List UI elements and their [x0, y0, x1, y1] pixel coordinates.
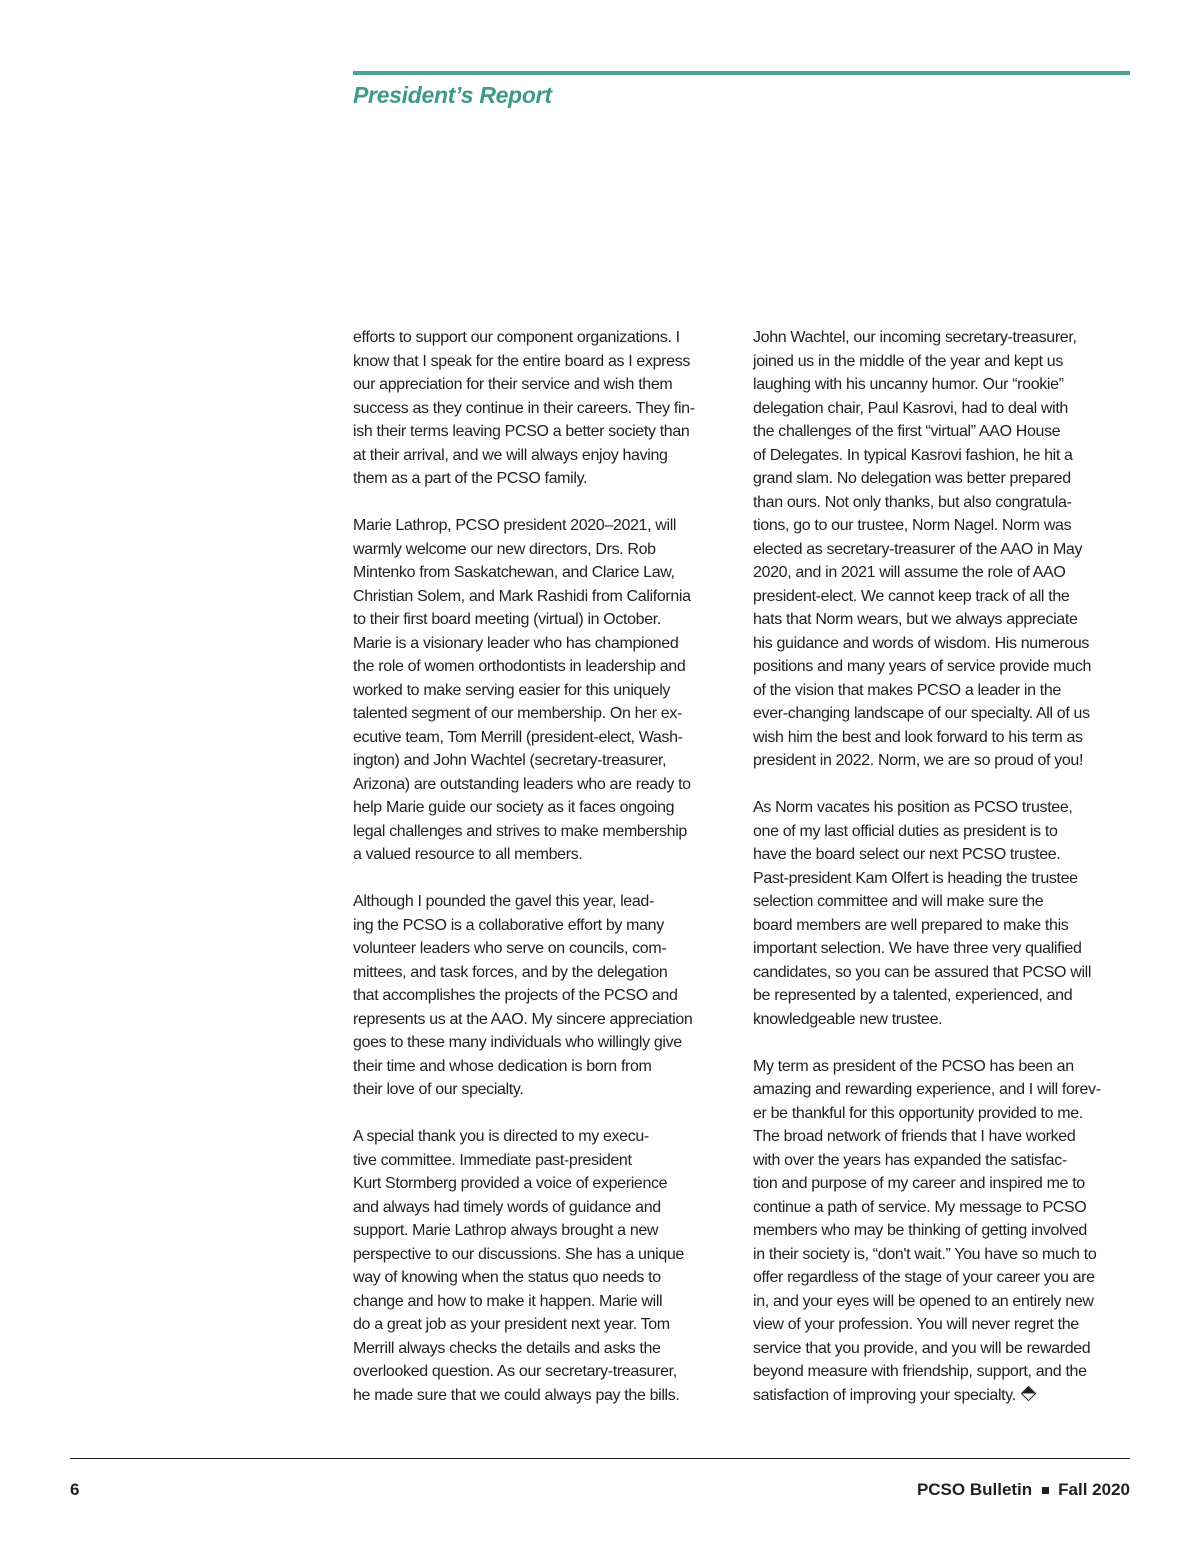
- paragraph: efforts to support our component organizations. I know that I speak for the entire board as I express our appreciation for their service and wish them success as they continue in their careers. They fin- ish their terms leaving PCSO a better society than at their arrival, and we will always enjoy having them as a part of the PCSO family.: [353, 329, 695, 487]
- paragraph: As Norm vacates his position as PCSO trustee, one of my last official duties as president is to have the board select our next PCSO trustee. Past-president Kam Olfert is heading the trustee selection committee and will make sure the board members are well prepared to make this important selection. We have three very qualified candidates, so you can be assured that PCSO will be represented by a talented, experienced, and knowledgeable new trustee.: [753, 799, 1092, 1028]
- footer-publication-info: [917, 1480, 1130, 1500]
- paragraph-final: [753, 1055, 1131, 1408]
- paragraph: Although I pounded the gavel this year, lead- ing the PCSO is a collaborative effort by many volunteer leaders who serve on councils, com- mittees, and task forces, and by the delegation that accomplishes the projects of the PCSO and represents us at the AAO. My sincere appreciation goes to these many individuals who willingly give their time and whose dedication is born from their love of our specialty.: [353, 893, 693, 1098]
- paragraph: A special thank you is directed to my execu- tive committee. Immediate past-president Kurt Stormberg provided a voice of experience and always had timely words of guidance and support. Marie Lathrop always brought a new perspective to our discussions. She has a unique way of knowing when the status quo needs to change and how to make it happen. Marie will do a great job as your president next year. Tom Merrill always checks the details and asks the overlooked question. As our secretary-treasurer, he made sure that we could always pay the bills.: [353, 1128, 684, 1404]
- header-rule: [353, 71, 1130, 75]
- diamond-end-mark-icon: [1021, 1385, 1037, 1401]
- article-column-left: [353, 326, 731, 1431]
- footer-rule: [70, 1458, 1130, 1459]
- paragraph-final-text: My term as president of the PCSO has been an amazing and rewarding experience, and I will forev- er be thankful for this opportunity provided to me. The broad network of friends that I have worked with over the years has expanded the satisfac- tion and purpose of my career and inspired me to continue a path of service. My message to PCSO members who may be thinking of getting involved in their society is, “don't wait.” You have so much to offer regardless of the stage of your career you are in, and your eyes will be opened to an entirely new view of your profession. You will never regret the service that you provide, and you will be rewarded beyond measure with friendship, support, and the satisfaction of improving your specialty.: [753, 1057, 1101, 1404]
- page-number: 6: [70, 1480, 80, 1499]
- square-bullet-icon: [1042, 1487, 1049, 1494]
- publication-name: PCSO Bulletin: [916, 1480, 1033, 1499]
- paragraph: John Wachtel, our incoming secretary-treasurer, joined us in the middle of the year and kept us laughing with his uncanny humor. Our “rookie” delegation chair, Paul Kasrovi, had to deal with the challenges of the first “virtual” AAO House of Delegates. In typical Kasrovi fashion, he hit a grand slam. No delegation was better prepared than ours. Not only thanks, but also congratula- tions, go to our trustee, Norm Nagel. Norm was elected as secretary-treasurer of the AAO in May 2020, and in 2021 will assume the role of AAO president-elect. We cannot keep track of all the hats that Norm wears, but we always appreciate his guidance and words of wisdom. His numerous positions and many years of service provide much of the vision that makes PCSO a leader in the ever-changing landscape of our specialty. All of us wish him the best and look forward to his term as president in 2022. Norm, we are so proud of you!: [753, 329, 1092, 769]
- section-title: President’s Report: [353, 82, 552, 108]
- issue-date: Fall 2020: [1058, 1480, 1130, 1499]
- article-column-right: [753, 326, 1131, 1431]
- paragraph: Marie Lathrop, PCSO president 2020–2021, will warmly welcome our new directors, Drs. Rob Mintenko from Saskatchewan, and Clarice Law, Christian Solem, and Mark Rashidi from California to their first board meeting (virtual) in October. Marie is a visionary leader who has championed the role of women orthodontists in leadership and worked to make serving easier for this uniquely talented segment of our membership. On her ex- ecutive team, Tom Merrill (president-elect, Wash- ington) and John Wachtel (secretary-treasurer, Arizona) are outstanding leaders who are ready to help Marie guide our society as it faces ongoing legal challenges and strives to make membership a valued resource to all members.: [353, 517, 691, 863]
